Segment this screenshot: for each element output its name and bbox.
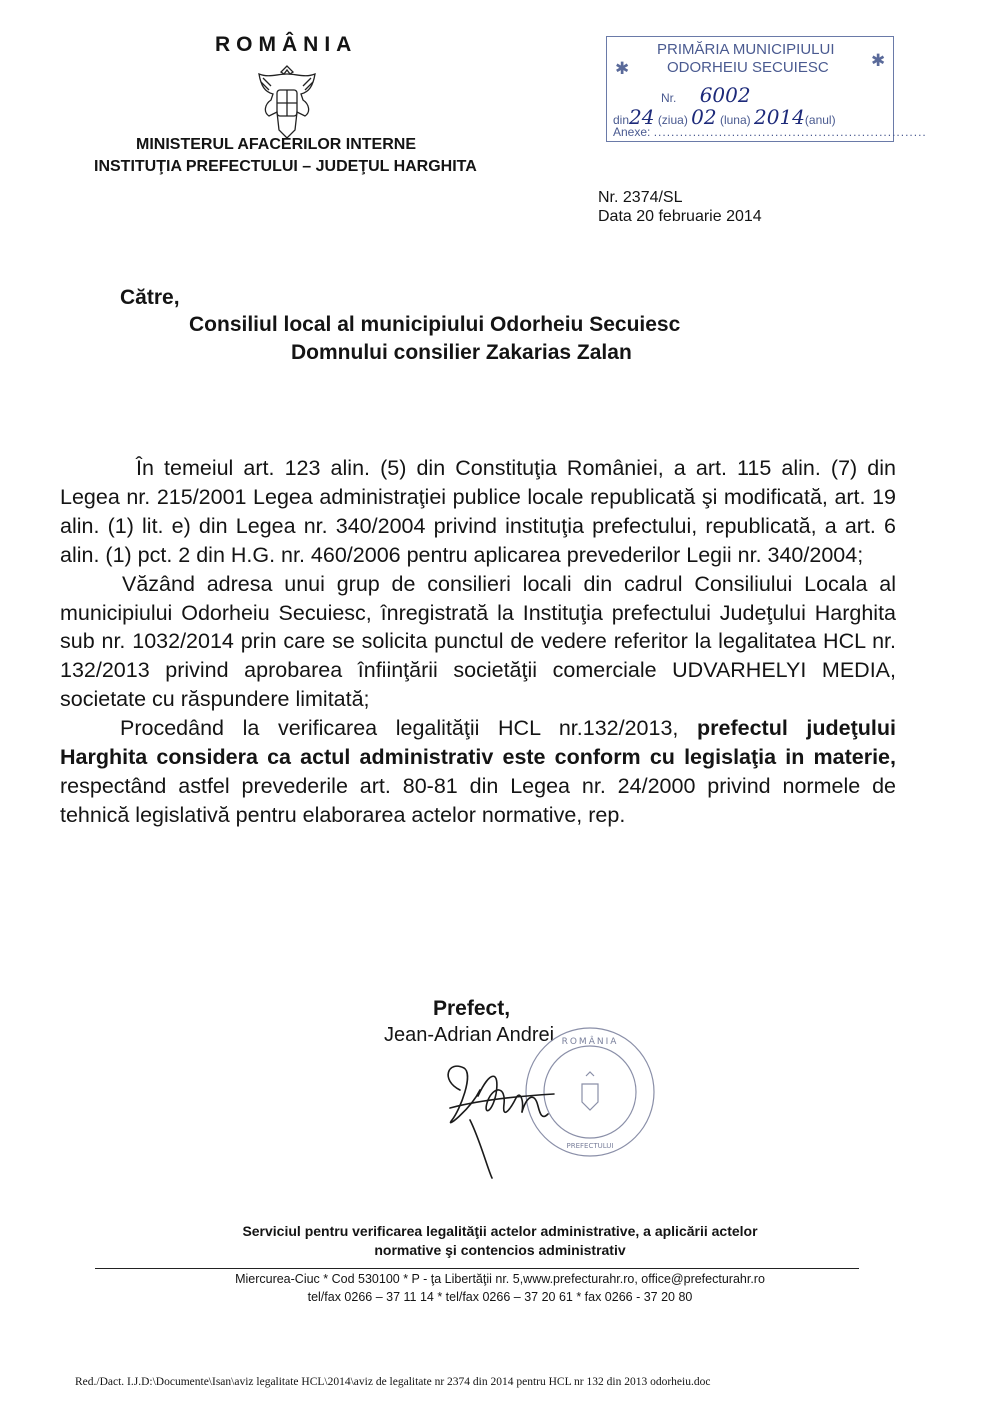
country-heading: ROMÂNIA (215, 33, 358, 56)
stamp-line-2: ODORHEIU SECUIESC (667, 59, 829, 76)
coat-of-arms-icon (251, 60, 323, 140)
addressee-line-2: Domnului consilier Zakarias Zalan (291, 341, 632, 364)
conclusion-end: respectând astfel prevederile art. 80-81 din Legea nr. 24/2000 privind normele de tehnică legislativă pentru elaborarea actelor normative, rep. (60, 773, 896, 827)
svg-text:PREFECTULUI: PREFECTULUI (566, 1142, 614, 1150)
stamp-year: 2014 (754, 105, 805, 129)
document-number: Nr. 2374/SL (598, 189, 683, 206)
contact-line-1: Miercurea-Ciuc * Cod 530100 * P - ţa Libertăţii nr. 5,www.prefecturahr.ro, office@prefecturahr.ro (235, 1272, 765, 1286)
addressee-line-1: Consiliul local al municipiului Odorheiu Secuiesc (189, 313, 681, 336)
stamp-number-value: 6002 (699, 83, 751, 107)
paragraph-conclusion (60, 714, 896, 830)
signatory-title: Prefect, (433, 997, 511, 1020)
stamp-month: 02 (691, 105, 717, 129)
registration-stamp (606, 36, 927, 142)
star-icon: ✱ (871, 51, 886, 70)
stamp-date-prefix: din (613, 113, 630, 127)
stamp-day: 24 (629, 105, 655, 129)
stamp-line-1: PRIMĂRIA MUNICIPIULUI (657, 41, 835, 58)
handwritten-signature (430, 1050, 580, 1180)
signatory-name: Jean-Adrian Andrei (384, 1024, 555, 1046)
paragraph-legal-basis: În temeiul art. 123 alin. (5) din Constituţia României, a art. 115 alin. (7) din Legea nr. 215/2001 Legea administraţiei publice locale republicată şi modificată, art. 19 alin. (1) lit. e) din Legea nr. 340/2004 privind instituţia prefectului, republicată, a art. 6 alin. (1) pct. 2 din H.G. nr. 460/2006 pentru aplicarea prevederilor Legii nr. 340/2004; (60, 456, 896, 567)
paragraph-request: Văzând adresa unui grup de consilieri locali din cadrul Consiliului Locala al municipiului Odorheiu Secuiesc, înregistrată la Instituţia prefectului Judeţului Harghita sub nr. 1032/2014 prin care se solicita punctul de vedere referitor la legalitatea HCL nr. 132/2013 privind aprobarea înfiinţării societăţii comerciale UDVARHELYI MEDIA, societate cu răspundere limitată; (60, 571, 896, 712)
addressee-label: Către, (120, 286, 180, 309)
svg-text:ROMÂNIA: ROMÂNIA (561, 1037, 619, 1047)
letter-body (60, 454, 896, 830)
star-icon: ✱ (615, 59, 630, 78)
stamp-month-label: (luna) (719, 113, 751, 127)
service-line-1: Serviciul pentru verificarea legalităţii actelor administrative, a aplicării actelor (242, 1223, 758, 1239)
conclusion-intro: Procedând la verificarea legalităţii HCL nr.132/2013, (120, 716, 698, 741)
stamp-year-label: (anul) (804, 113, 836, 127)
service-line-2: normative şi contencios administrativ (374, 1242, 626, 1258)
document-date: Data 20 februarie 2014 (598, 208, 762, 225)
stamp-number-label: Nr. (661, 91, 677, 105)
stamp-annex-label: Anexe: (613, 125, 651, 139)
conclusion-bold: prefectul judeţului Harghita considera ca actul administrativ este conform cu legislaţia in materie, (60, 716, 896, 770)
stamp-number-row (661, 83, 751, 107)
contact-line-2: tel/fax 0266 – 37 11 14 * tel/fax 0266 – 37 20 61 * fax 0266 - 37 20 80 (307, 1290, 693, 1304)
footer-divider (95, 1268, 859, 1269)
stamp-annex-row: Anexe: ............................................................... (613, 125, 927, 139)
file-reference: Red./Dact. I.J.D:\Documente\Isan\aviz legalitate HCL\2014\aviz de legalitate nr 2374 din 2014 pentru HCL nr 132 din 2013 odorheiu.doc (75, 1376, 711, 1388)
stamp-day-label: (ziua) (657, 113, 688, 127)
institution-name: INSTITUŢIA PREFECTULUI – JUDEŢUL HARGHITA (94, 158, 477, 175)
ministry-name: MINISTERUL AFACERILOR INTERNE (136, 136, 417, 153)
